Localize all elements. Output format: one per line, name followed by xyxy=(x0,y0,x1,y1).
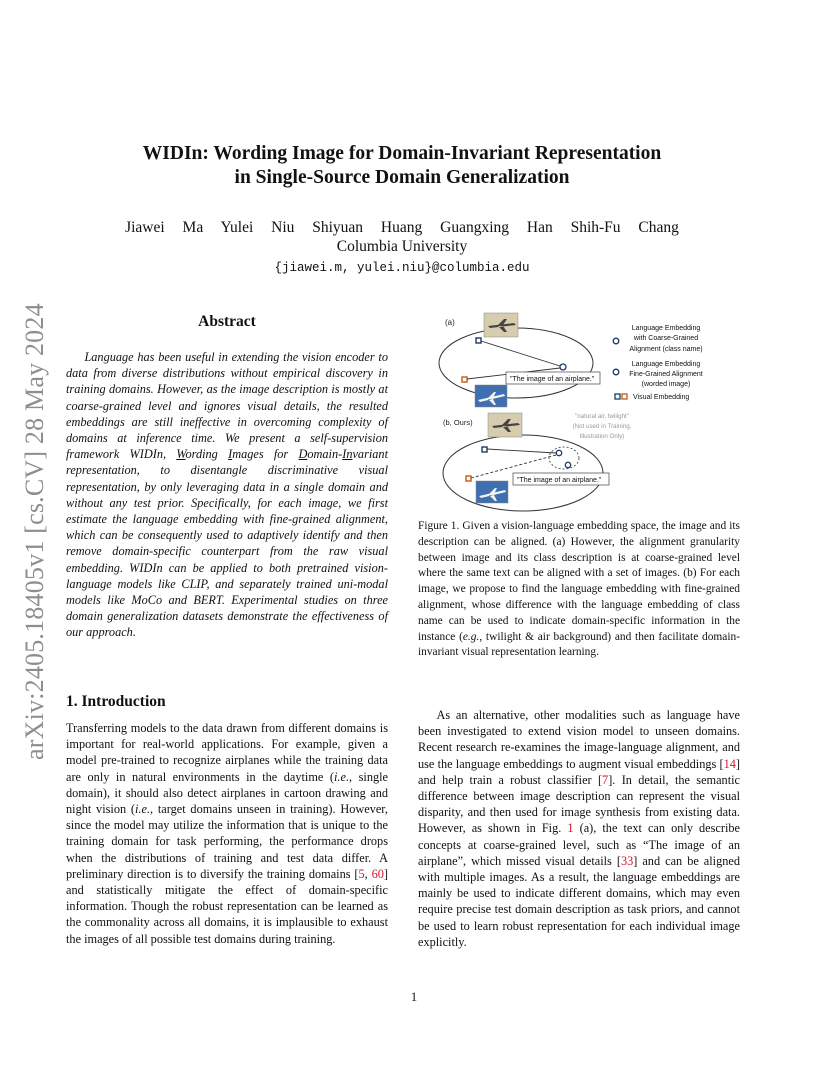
fine-language-embedding-marker xyxy=(556,450,561,455)
figure-reference-link[interactable]: 1 xyxy=(567,821,574,836)
citation-link[interactable]: 7 xyxy=(602,772,609,787)
svg-text:Language Embedding: Language Embedding xyxy=(631,361,701,368)
page-number: 1 xyxy=(410,990,418,1004)
abstract-body: Language has been useful in extending the vision encoder to data from diverse distributions without empirical discovery in training domains. However, as the image description is mostly at coarse-grained level and ignores visual details, the resulted embeddings are still ineffective in overcoming complexity of domains at inference time. We present a self-supervision framework WIDIn, Wording Images for Domain-Invariant representation, to disentangle discriminative visual representation, by only leveraging data in a single domain and without any test prior. Specifically, for each image, we first estimate the language embedding with fine-grained alignment, which can be consequently used to adaptively identify and then remove domain-specific counterpart from the raw visual embedding. WIDIn can be applied to both pretrained vision-language models like CLIP, and separately trained uni-modal models like MoCo and BERT. Experimental studies on three domain generalization datasets demonstrate the effectiveness of our approach. xyxy=(66,350,388,640)
annotation-line-1: "natural air, twilight" xyxy=(575,413,629,420)
airplane-photo-bottom-b xyxy=(476,481,508,503)
visual-embedding-legend-icon xyxy=(622,394,627,399)
fine-embedding-legend-icon xyxy=(613,369,619,375)
citation-link[interactable]: 14 xyxy=(723,756,736,771)
affiliation: Columbia University xyxy=(336,238,468,255)
coarse-embedding-legend-icon xyxy=(613,338,619,344)
svg-text:(worded image): (worded image) xyxy=(641,381,691,388)
author-email[interactable]: {jiawei.m, yulei.niu}@columbia.edu xyxy=(274,261,530,275)
visual-embedding-marker xyxy=(476,338,481,343)
svg-text:Language Embedding: Language Embedding xyxy=(631,325,701,332)
text-box-a-label: "The image of an airplane." xyxy=(510,376,595,383)
author-name: Shiyuan Huang xyxy=(312,219,423,236)
author-name: Shih-Fu Chang xyxy=(570,219,679,236)
panel-b-label: (b, Ours) xyxy=(443,418,473,427)
author-name: Guangxing Han xyxy=(440,219,553,236)
airplane-photo-top-b xyxy=(488,413,522,437)
embedding-space-a xyxy=(439,328,593,398)
text-box-b-label: "The image of an airplane." xyxy=(517,477,602,484)
section-heading-introduction: 1. Introduction xyxy=(66,693,166,710)
author-name: Jiawei Ma xyxy=(125,219,204,236)
figure-1-diagram xyxy=(418,308,740,518)
visual-embedding-legend-icon xyxy=(615,394,620,399)
citation-link[interactable]: 33 xyxy=(620,853,634,868)
panel-a-label: (a) xyxy=(445,318,455,327)
airplane-photo-bottom-a xyxy=(475,385,507,407)
citation-link[interactable]: 5 xyxy=(358,866,365,881)
svg-text:Fine-Grained Alignment: Fine-Grained Alignment xyxy=(629,371,703,378)
coarse-language-embedding-marker xyxy=(560,364,566,370)
svg-text:Alignment (class name): Alignment (class name) xyxy=(629,346,703,353)
figure-1-caption: Figure 1. Given a vision-language embedding space, the image and its description can be aligned. (a) However, the alignment granularity between image and its class description is at coarse-grained level where the same text can be aligned with a set of images. (b) For each image, we propose to find the language embedding with fine-grained alignment, whose difference with the language embedding of class name can be used to indicate domain-specific information in the instance (e.g., twilight & air background) and then facilitate domain-invariant visual representation learning. xyxy=(418,520,740,659)
introduction-paragraph-continued: As an alternative, other modalities such as language have been investigated to extend vision model to unseen domains. Recent research re-examines the image-language alignment, and use the language embeddings to augment visual embeddings [14] and help train a robust classifier [7]. In detail, the semantic difference between image description can represent the visual disparity, and then used for image synthesis from existing data. However, as shown in Fig. 1 (a), the text can only describe concepts at coarse-grained level, such as “The image of an airplane”, which missed visual details [33] and can be aligned with multiple images. As a result, the language embeddings are mainly be used to indicate different domains, which may even require precise test domain description as task priors, and cannot be used to learn robust representation for each individual image explicitly. xyxy=(418,708,740,949)
fine-alignment-region xyxy=(549,447,579,469)
figure-legend xyxy=(613,325,703,401)
abstract-heading: Abstract xyxy=(198,313,256,330)
svg-text:Visual Embedding: Visual Embedding xyxy=(633,394,690,401)
introduction-paragraph: Transferring models to the data drawn from different domains is important for real-world applications. For example, given a model pre-trained to recognize airplanes while the training data are only in natural environments in the daytime (i.e., single domain), it should also detect airplanes in cartoon drawing and night vision (i.e., target domains unseen in training). However, since the model may utilize the information that is unique to the training domain for task performing, the performance drops when the distributions of training and test data differ. A preliminary direction is to diversify the training domains [5, 60] and statistically mitigate the effect of domain-specific information. Though the robust representation can be learned as the commonality across all domains, it is implausible to exhaust the images of all possible test domains during training. xyxy=(66,721,389,946)
svg-text:with Coarse-Grained: with Coarse-Grained xyxy=(633,335,699,342)
coarse-language-embedding-marker xyxy=(565,462,570,467)
airplane-photo-top-a xyxy=(484,313,518,337)
citation-link[interactable]: 60 xyxy=(371,866,384,881)
paper-title xyxy=(100,142,704,190)
visual-embedding-marker xyxy=(462,377,467,382)
arxiv-identifier-stamp: arXiv:2405.18405v1 [cs.CV] 28 May 2024 xyxy=(20,303,49,760)
annotation-line-3: Illustration Only) xyxy=(579,433,625,440)
author-name: Yulei Niu xyxy=(220,219,295,236)
visual-embedding-marker xyxy=(482,447,487,452)
author-list xyxy=(100,219,704,237)
title-line-1: WIDIn: Wording Image for Domain-Invariant Representation xyxy=(142,143,662,164)
visual-embedding-marker xyxy=(466,476,471,481)
annotation-line-2: (Not used in Training, xyxy=(572,423,632,430)
title-line-2: in Single-Source Domain Generalization xyxy=(234,167,570,188)
